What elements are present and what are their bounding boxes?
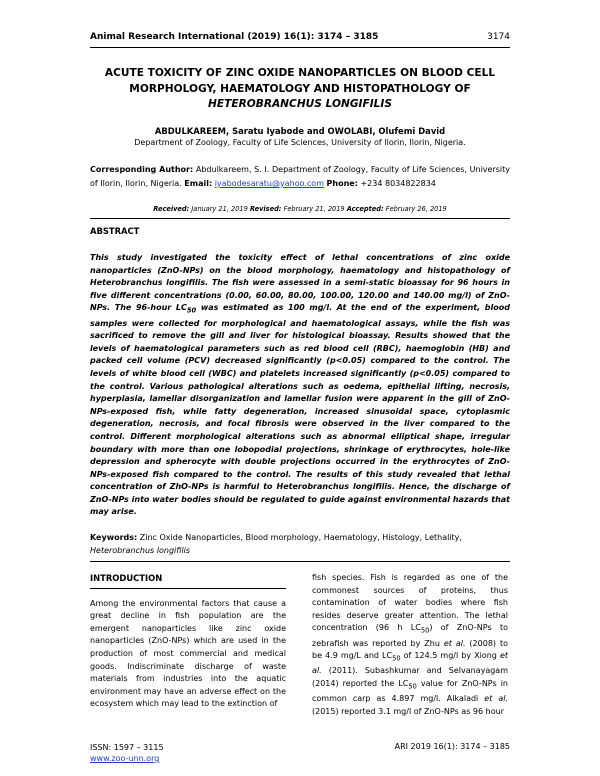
- title-line-1: ACUTE TOXICITY OF ZINC OXIDE NANOPARTICLES ON BLOOD CELL: [104, 67, 496, 79]
- journal-citation: Animal Research International (2019) 16(1): 3174 – 3185: [90, 32, 379, 42]
- introduction-heading: INTRODUCTION: [90, 572, 286, 589]
- keywords-rule: [90, 561, 510, 562]
- revised-date: February 21, 2019: [283, 205, 345, 213]
- keywords-italic: Heterobranchus longifilis: [90, 545, 191, 555]
- footer-citation: ARI 2019 16(1): 3174 – 3185: [394, 742, 510, 751]
- header-rule: [90, 47, 510, 48]
- intro-text-a: fish species. Fish is regarded as one of the commonest sources of proteins, thus contamination of water bodies where fish resides deserve greater attention. The lethal concentration (96 h LC: [312, 573, 508, 633]
- phone-number: +234 8034822834: [360, 179, 436, 188]
- title-line-3: HETEROBRANCHUS LONGIFILIS: [208, 98, 392, 110]
- journal-url-link[interactable]: www.zoo-unn.org: [90, 754, 160, 763]
- running-header: [90, 32, 510, 42]
- email-label: Email:: [184, 179, 213, 188]
- intro-etal-1: et al.: [443, 638, 466, 648]
- intro-text-f: value for ZnO-NPs in common carp as 4.897 mg/l. Alkaladi: [312, 678, 509, 704]
- intro-text-g: (2015) reported 3.1 mg/l of ZnO-NPs as 96 hour: [312, 706, 504, 716]
- abstract-part-1: This study investigated the toxicity effect of lethal concentrations of zinc oxide nanoparticles (ZnO-NPs) on the blood morphology, haematology and histopathology of Heterobranchus longifilis. The fish were assessed in a semi-static bioassay for 96 hours in five different concentrations (0.00, 60.00, 80.00, 100.00, 120.00 and 140.00 mg/l) of ZnO-NPs. The 96-hour LC: [90, 253, 510, 313]
- author-list: ABDULKAREEM, Saratu Iyabode and OWOLABI, Olufemi David: [154, 126, 446, 136]
- intro-subscript-3: 50: [408, 682, 417, 691]
- author-affiliation: Department of Zoology, Faculty of Life Sciences, University of Ilorin, Ilorin, Nigeria.: [134, 138, 466, 147]
- intro-subscript-1: 50: [420, 626, 430, 635]
- intro-subscript-2: 50: [392, 654, 401, 663]
- intro-text-e: (2011). Subashkumar and Selvanayagam (2014) reported the LC: [312, 666, 508, 688]
- page-number: 3174: [487, 32, 510, 42]
- title-line-2: MORPHOLOGY, HAEMATOLOGY AND HISTOPATHOLOGY OF: [129, 82, 471, 95]
- received-date: January 21, 2019: [191, 205, 248, 213]
- intro-text-d: of 124.5 mg/l by Xiong: [400, 651, 500, 661]
- introduction-paragraph-left: Among the environmental factors that cause a great decline in fish population are the emergent nanoparticles like zinc oxide nanoparticles (ZnO-NPs) which are used in the production of most commercial and medical goods. Indiscriminate discharge of waste materials from industries into the aquatic environment may have an adverse effect on the ecosystem which may lead to the extinction of: [90, 598, 286, 709]
- issn: ISSN: 1597 – 3115: [90, 743, 164, 752]
- abstract-heading: ABSTRACT: [90, 226, 140, 236]
- intro-etal-3: et al.: [484, 694, 508, 704]
- received-label: Received:: [153, 205, 190, 213]
- abstract-body: [90, 252, 510, 519]
- intro-text-b: ) of ZnO-NPs to zebrafish was reported by Zhu: [312, 623, 508, 648]
- corresponding-label: Corresponding Author:: [90, 165, 194, 174]
- abstract-subscript: 50: [186, 306, 197, 315]
- article-title: [90, 66, 510, 113]
- corresponding-author: [90, 163, 510, 191]
- abstract-part-2: was estimated as 100 mg/l. At the end of the experiment, blood samples were collected for morphological and haematological assays, while the fish was sacrificed to remove the gill and liver for histological bioassay. Results showed that the levels of haematological parameters such as red blood cell (RBC), haemoglobin (HB) and packed cell volume (PCV) decreased significantly (p<0.05) compared to the control. The levels of white blood cell (WBC) and platelets increased significantly (p<0.05) compared to the control. Various pathological alterations such as oedema, epithelial lifting, necrosis, hyperplasia, lamellar disorganization and lamellar fusion were apparent in the gill of ZnO-NPs-exposed fish, while fatty degeneration, increased sinusoidal space, cytoplasmic degeneration, necrosis, and focal fibrosis were observed in the liver compared to the control. Different morphological alterations such as abnormal elliptical shape, irregular boundary with more than one lobopodial projections, shrinkage of erythrocytes, hole-like depression and spherocyte with double projections occurred in the erythrocytes of ZnO-NPs-exposed fish compared to the control. The results of this study revealed that lethal concentration of ZhO-NPs is harmful to Heterobranchus longifilis. Hence, the discharge of ZnO-NPs into water bodies should be regulated to guide against environmental hazards that may arise.: [90, 303, 510, 517]
- accepted-date: February 26, 2019: [385, 205, 447, 213]
- article-dates: [90, 205, 510, 213]
- introduction-paragraph-right: [312, 572, 508, 718]
- intro-text-c: (2008) to be 4.9 mg/L and LC: [312, 638, 508, 661]
- left-column: [90, 572, 286, 711]
- right-column: [312, 572, 508, 718]
- keywords-list: Zinc Oxide Nanoparticles, Blood morphology, Haematology, Histology, Lethality,: [139, 533, 462, 542]
- revised-label: Revised:: [249, 205, 282, 213]
- dates-rule: [90, 218, 510, 219]
- accepted-label: Accepted:: [346, 205, 384, 213]
- footer-left: [90, 742, 164, 764]
- keywords: [90, 532, 510, 557]
- intro-etal-2: et al.: [312, 651, 509, 676]
- keywords-label: Keywords:: [90, 533, 138, 542]
- corresponding-text: Abdulkareem, S. I. Department of Zoology, Faculty of Life Sciences, University of Ilorin, Ilorin, Nigeria.: [90, 165, 510, 188]
- phone-label: Phone:: [326, 179, 358, 188]
- email-link[interactable]: iyabodesaratu@yahoo.com: [214, 179, 324, 188]
